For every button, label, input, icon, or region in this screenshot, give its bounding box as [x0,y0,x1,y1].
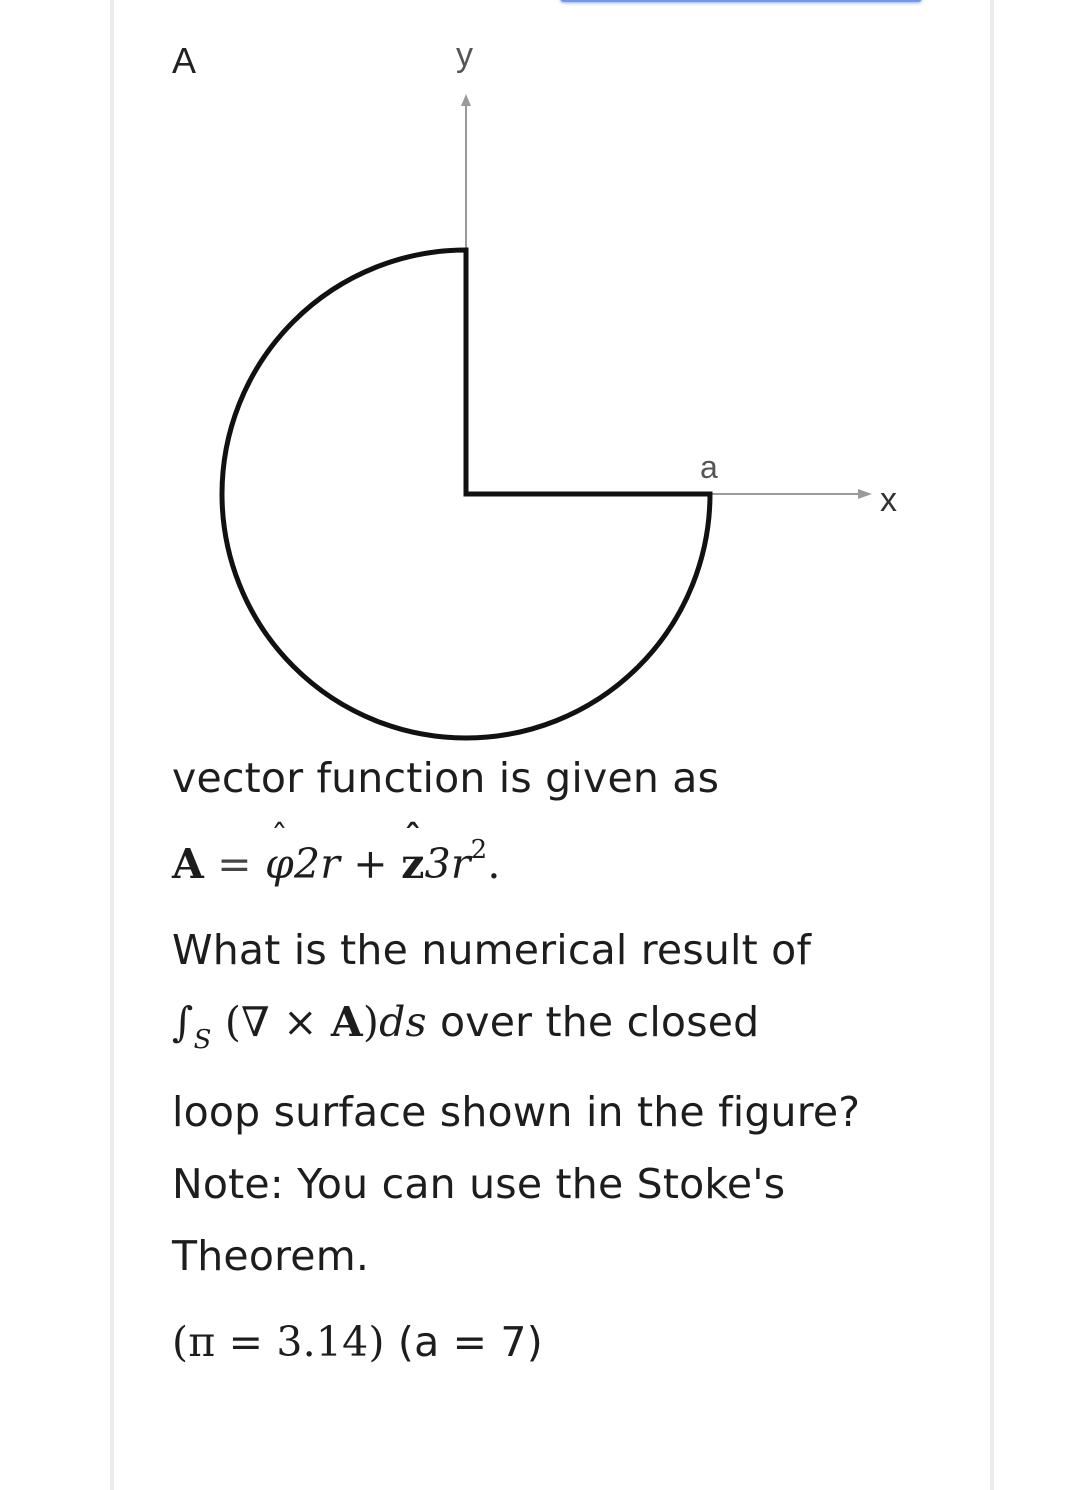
radius-label: a [700,449,718,485]
question-text [172,914,860,1148]
vector-function-text [172,742,719,900]
question-line-3: loop surface shown in the figure? [172,1088,861,1136]
vector-function-line: vector function is given as [172,754,720,802]
note-line-2: Theorem. [172,1232,370,1280]
note-line-1: Note: You can use the Stoke's [172,1160,786,1208]
closed-loop-path [222,250,710,738]
pi-constant: (π = 3.14) [172,1318,385,1366]
constants-line [172,1306,543,1378]
eq-term2: 3r [424,840,471,888]
eq-term1: 2r [293,840,341,888]
question-line-1: What is the numerical result of [172,926,812,974]
constants-row [172,1306,543,1378]
figure-label-A: A [172,40,197,81]
curl-close: ) [362,998,380,1046]
vector-equation [172,814,719,900]
eq-equals: = [217,840,252,888]
eq-plus: + [353,840,388,888]
eq-end: . [487,840,501,888]
a-constant: (a = 7) [397,1318,543,1366]
eq-phi-hat: ˆ φ [265,828,294,900]
integral-sign: ∫ [172,998,194,1046]
note-text [172,1148,785,1292]
y-axis-label: y [456,36,473,74]
x-axis-label: x [880,481,897,519]
eq-z-hat: ˆ z [401,828,424,900]
y-axis-arrowhead [461,94,471,106]
integral-subscript: S [193,1025,212,1055]
question-tail: over the closed [426,998,760,1046]
eq-exponent: 2 [470,835,488,865]
curl-A: A [330,998,363,1046]
curl-expression: (∇ × [224,998,331,1046]
question-line-2 [172,986,860,1076]
ds-term: ds [379,998,427,1046]
eq-A: A [172,840,205,888]
x-axis-arrowhead [858,489,872,499]
